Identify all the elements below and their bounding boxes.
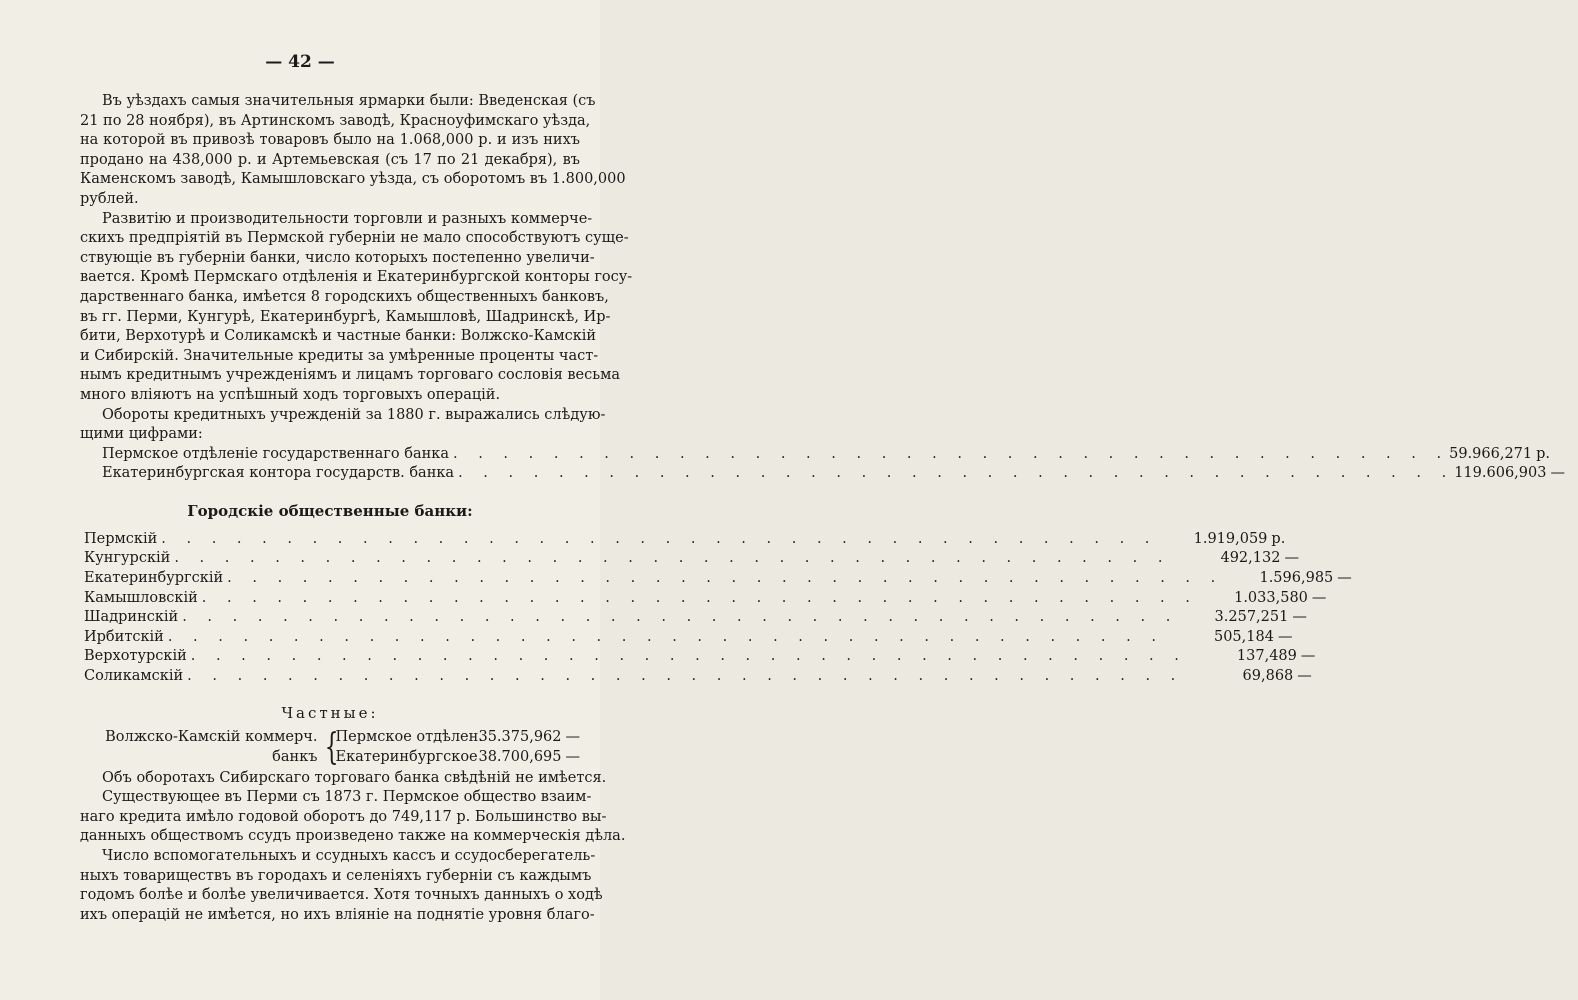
leader-dots: . . . . . . . . . . . . . . . . . . . . . . . . . . . . . . . . . . . . . . . .	[187, 668, 1184, 685]
bank-turnover: 1.596,985	[1259, 570, 1334, 587]
text-line: Объ оборотахъ Сибирскаго торговаго банка свѣдѣній не имѣется.	[102, 769, 607, 786]
private-bank-name: Волжско-Камскій коммерч. банкъ	[105, 729, 318, 765]
bank-unit: р.	[1271, 530, 1286, 547]
branch-name: Екатеринбургское	[335, 748, 478, 765]
table-row	[80, 445, 1551, 465]
leader-dots: . . . . . . . . . . . . . . . . . . . . . . . . . . . . . . . . . . . . . . . .	[161, 530, 1158, 547]
bank-name: Камышловскій	[84, 589, 198, 606]
branch-turnover: 38.700,695	[478, 748, 562, 765]
branch-unit: —	[565, 729, 580, 746]
bank-unit: —	[1292, 609, 1307, 626]
leader-dots: . . . . . . . . . . . . . . . . . . . . . . . . . . . . . . . . . . . . . . . .	[201, 589, 1198, 606]
text-line: ствующіе въ губерніи банки, число которыхъ постепенно увеличи-	[80, 249, 595, 266]
bank-name: Соликамскій	[84, 668, 184, 685]
branch-unit: —	[565, 748, 580, 765]
bank-unit: —	[1284, 550, 1299, 567]
paragraph-banks-intro	[80, 210, 633, 406]
text-line: наго кредита имѣло годовой оборотъ до 749,117 р. Большинство вы-	[80, 808, 607, 825]
table-row	[80, 569, 1352, 589]
bank-turnover: 59.966,271	[1449, 445, 1533, 462]
bank-unit: р.	[1536, 445, 1551, 462]
page-number: — 42 —	[265, 52, 335, 72]
branch-row	[336, 748, 581, 768]
table-row	[80, 647, 1316, 667]
table-row	[80, 464, 1565, 484]
city-banks-table	[80, 530, 1352, 687]
text-line: ныхъ товариществъ въ городахъ и селеніяхъ губерніи съ каждымъ	[80, 867, 592, 884]
text-line: скихъ предпріятій въ Пермской губерніи не мало способствуютъ суще-	[80, 230, 629, 247]
branch-row	[336, 728, 581, 748]
bank-unit: —	[1337, 570, 1352, 587]
text-line: бити, Верхотурѣ и Соликамскѣ и частные банки: Волжско-Камскій	[80, 328, 597, 345]
paragraph-turnover-intro	[80, 406, 606, 445]
bank-name: Екатеринбургская контора государств. банка	[102, 465, 455, 482]
leader-dots: . . . . . . . . . . . . . . . . . . . . . . . . . . . . . . . . . . . . . . . .	[452, 445, 1450, 462]
bank-name: Кунгурскій	[84, 550, 171, 567]
bank-name: Екатеринбургскій	[84, 570, 224, 587]
table-row	[80, 549, 1299, 569]
text-line: много вліяютъ на успѣшный ходъ торговыхъ операцій.	[80, 386, 501, 403]
text-line: Въ уѣздахъ самыя значительныя ярмарки были: Введенская (съ	[102, 93, 596, 109]
bank-name: Пермскій	[84, 530, 158, 547]
bank-turnover: 137,489	[1236, 648, 1297, 665]
leader-dots: . . . . . . . . . . . . . . . . . . . . . . . . . . . . . . . . . . . . . . . .	[190, 648, 1187, 665]
curly-brace-icon: {	[324, 726, 339, 768]
branch-turnover: 35.375,962	[478, 729, 562, 746]
text-line: нымъ кредитнымъ учрежденіямъ и лицамъ торговаго сословія весьма	[80, 367, 621, 384]
bank-turnover: 3.257,251	[1214, 609, 1289, 626]
private-bank-branches	[336, 728, 581, 767]
leader-dots: . . . . . . . . . . . . . . . . . . . . . . . . . . . . . . . . . . . . . . . .	[174, 550, 1171, 567]
state-banks-table	[80, 445, 1565, 484]
text-line: ихъ операцій не имѣется, но ихъ вліяніе на поднятіе уровня благо-	[80, 906, 595, 923]
bank-turnover: 492,132	[1220, 550, 1281, 567]
leader-dots: . . . . . . . . . . . . . . . . . . . . . . . . . . . . . . . . . . . . . . . .	[458, 465, 1455, 482]
text-line: годомъ болѣе и болѣе увеличивается. Хотя точныхъ данныхъ о ходѣ	[80, 887, 603, 904]
bank-unit: —	[1277, 628, 1293, 645]
bank-name: Пермское отдѣленіе государственнаго банка	[102, 445, 449, 462]
bank-name: Верхотурскій	[84, 648, 187, 665]
bank-turnover: 69,868	[1242, 668, 1294, 685]
leader-dots: . . . . . . . . . . . . . . . . . . . . . . . . . . . . . . . . . . . . . . . .	[182, 609, 1179, 626]
text-line: данныхъ обществомъ ссудъ произведено также на коммерческія дѣла.	[80, 828, 626, 845]
bank-turnover: 505,184	[1213, 628, 1274, 645]
table-row	[80, 628, 1293, 648]
branch-name: Пермское отдѣлен.	[335, 729, 483, 746]
bank-unit: —	[1311, 589, 1327, 606]
text-line: Число вспомогательныхъ и ссудныхъ кассъ и ссудосберегатель-	[102, 848, 596, 864]
table-row	[80, 667, 1312, 687]
text-line: Каменскомъ заводѣ, Камышловскаго уѣзда, съ оборотомъ въ 1.800,000	[80, 171, 626, 188]
bank-unit: —	[1297, 668, 1312, 685]
text-line: Обороты кредитныхъ учрежденій за 1880 г. выражались слѣдую-	[102, 406, 606, 423]
table-row	[80, 589, 1327, 609]
paragraph-mutual-credit	[80, 788, 626, 847]
text-line: рублей.	[80, 190, 139, 207]
leader-dots: . . . . . . . . . . . . . . . . . . . . . . . . . . . . . . . . . . . . . . . .	[167, 628, 1164, 645]
text-line: вается. Кромѣ Пермскаго отдѣленія и Екатеринбургской конторы госу-	[80, 269, 633, 286]
text-line: и Сибирскій. Значительные кредиты за умѣренные проценты част-	[80, 347, 599, 364]
bank-name: Шадринскій	[84, 609, 179, 626]
private-bank-entry	[80, 727, 580, 769]
private-banks-heading: Частные:	[281, 703, 379, 722]
table-row	[80, 608, 1307, 628]
text-line: 21 по 28 ноября), въ Артинскомъ заводѣ, Красноуфимскаго уѣзда,	[80, 112, 591, 129]
page-body	[80, 92, 1565, 925]
text-line: дарственнаго банка, имѣется 8 городскихъ общественныхъ банковъ,	[80, 288, 609, 305]
text-line: въ гг. Перми, Кунгурѣ, Екатеринбургѣ, Камышловѣ, Шадринскѣ, Ир-	[80, 308, 611, 325]
paragraph-fairs	[80, 92, 626, 210]
bank-turnover: 1.033,580	[1234, 589, 1308, 606]
table-row	[80, 530, 1286, 550]
text-line: щими цифрами:	[80, 426, 203, 443]
text-line: продано на 438,000 р. и Артемьевская (съ 17 по 21 декабря), въ	[80, 151, 580, 168]
bank-unit: —	[1550, 465, 1565, 482]
bank-name: Ирбитскій	[84, 628, 164, 645]
text-line: Развитію и производительности торговли и разныхъ коммерче-	[102, 210, 593, 227]
bank-unit: —	[1300, 648, 1316, 665]
city-banks-heading: Городскіе общественные банки:	[187, 501, 473, 520]
text-line: на которой въ привозѣ товаровъ было на 1.068,000 р. и изъ нихъ	[80, 132, 580, 149]
paragraph-loan-offices	[80, 847, 603, 925]
bank-turnover: 119.606,903	[1454, 465, 1547, 482]
bank-turnover: 1.919,059	[1193, 530, 1268, 547]
paragraph-siberian-bank	[80, 769, 607, 789]
text-line: Существующее въ Перми съ 1873 г. Пермское общество взаим-	[102, 789, 592, 806]
leader-dots: . . . . . . . . . . . . . . . . . . . . . . . . . . . . . . . . . . . . . . . .	[227, 570, 1224, 587]
